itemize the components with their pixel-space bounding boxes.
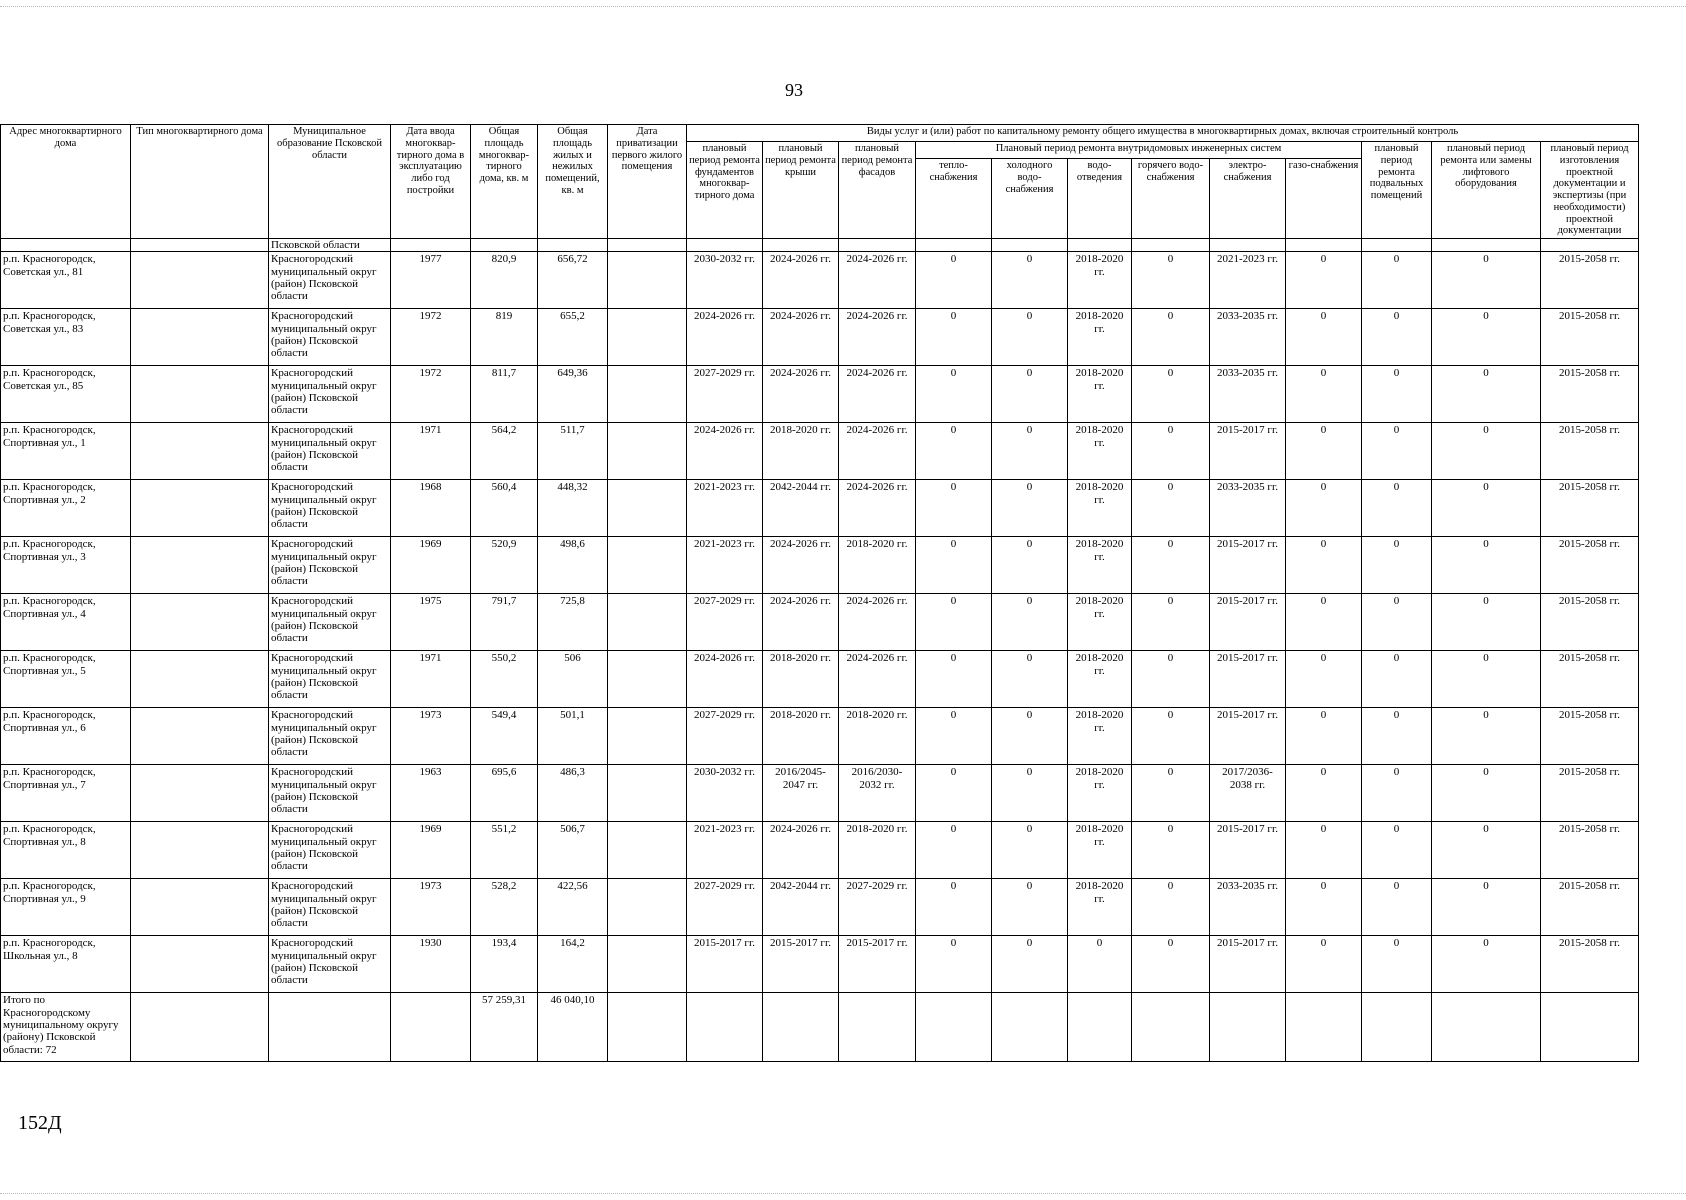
municipality-cell: Красногородский муниципальный округ (район) Псковской области — [269, 423, 391, 480]
elevator-cell: 0 — [1432, 537, 1541, 594]
living-area-cell: 498,6 — [538, 537, 608, 594]
heat-cell: 0 — [916, 822, 992, 879]
elevator-cell: 0 — [1432, 594, 1541, 651]
year-cell: 1973 — [391, 708, 471, 765]
table-row — [1, 651, 1639, 708]
facade-cell: 2024-2026 гг. — [839, 651, 916, 708]
total-area-cell: 560,4 — [471, 480, 538, 537]
facade-cell: 2027-2029 гг. — [839, 879, 916, 936]
foundation-cell: 2027-2029 гг. — [687, 366, 763, 423]
living-area-cell: 511,7 — [538, 423, 608, 480]
foundation-cell: 2021-2023 гг. — [687, 480, 763, 537]
house-type-cell — [131, 594, 269, 651]
page-number: 93 — [785, 80, 803, 100]
basement-cell: 0 — [1362, 708, 1432, 765]
cold-water-cell: 0 — [992, 480, 1068, 537]
municipality-cell: Красногородский муниципальный округ (район) Псковской области — [269, 822, 391, 879]
header-cold-water: холодного водо-снабжения — [992, 159, 1068, 239]
header-total-area: Общая площадь многоквар-тирного дома, кв. м — [471, 125, 538, 239]
gas-cell: 0 — [1286, 651, 1362, 708]
address-cell: р.п. Красногородск, Спортивная ул., 1 — [1, 423, 131, 480]
living-area-cell: 486,3 — [538, 765, 608, 822]
year-cell: 1977 — [391, 252, 471, 309]
privatization-cell — [608, 765, 687, 822]
total-area-cell: 551,2 — [471, 822, 538, 879]
basement-cell: 0 — [1362, 879, 1432, 936]
header-facade: плановый период ремонта фасадов — [839, 142, 916, 239]
hot-water-cell: 0 — [1132, 309, 1210, 366]
year-cell: 1972 — [391, 309, 471, 366]
heat-cell: 0 — [916, 651, 992, 708]
hot-water-cell: 0 — [1132, 651, 1210, 708]
address-cell: р.п. Красногородск, Спортивная ул., 3 — [1, 537, 131, 594]
total-area-cell: 695,6 — [471, 765, 538, 822]
electric-cell: 2015-2017 гг. — [1210, 594, 1286, 651]
design-cell: 2015-2058 гг. — [1541, 594, 1639, 651]
address-cell: р.п. Красногородск, Спортивная ул., 5 — [1, 651, 131, 708]
drainage-cell: 2018-2020 гг. — [1068, 708, 1132, 765]
living-area-cell: 501,1 — [538, 708, 608, 765]
gas-cell: 0 — [1286, 708, 1362, 765]
year-cell: 1975 — [391, 594, 471, 651]
design-cell: 2015-2058 гг. — [1541, 366, 1639, 423]
privatization-cell — [608, 594, 687, 651]
address-cell: р.п. Красногородск, Спортивная ул., 9 — [1, 879, 131, 936]
elevator-cell: 0 — [1432, 708, 1541, 765]
electric-cell: 2033-2035 гг. — [1210, 366, 1286, 423]
hot-water-cell: 0 — [1132, 879, 1210, 936]
heat-cell: 0 — [916, 708, 992, 765]
address-cell: р.п. Красногородск, Спортивная ул., 2 — [1, 480, 131, 537]
table-row — [1, 879, 1639, 936]
living-area-cell: 656,72 — [538, 252, 608, 309]
roof-cell: 2015-2017 гг. — [763, 936, 839, 993]
drainage-cell: 2018-2020 гг. — [1068, 822, 1132, 879]
hot-water-cell: 0 — [1132, 252, 1210, 309]
facade-cell: 2024-2026 гг. — [839, 366, 916, 423]
electric-cell: 2033-2035 гг. — [1210, 879, 1286, 936]
header-foundation: плановый период ремонта фундаментов многоквар-тирного дома — [687, 142, 763, 239]
municipality-cell: Красногородский муниципальный округ (район) Псковской области — [269, 252, 391, 309]
living-area-cell: 655,2 — [538, 309, 608, 366]
facade-cell: 2018-2020 гг. — [839, 537, 916, 594]
cold-water-cell: 0 — [992, 765, 1068, 822]
facade-cell: 2024-2026 гг. — [839, 252, 916, 309]
privatization-cell — [608, 537, 687, 594]
address-cell: р.п. Красногородск, Советская ул., 85 — [1, 366, 131, 423]
basement-cell: 0 — [1362, 765, 1432, 822]
design-cell: 2015-2058 гг. — [1541, 822, 1639, 879]
gas-cell: 0 — [1286, 366, 1362, 423]
table-row — [1, 480, 1639, 537]
table-row — [1, 936, 1639, 993]
house-type-cell — [131, 423, 269, 480]
foundation-cell: 2027-2029 гг. — [687, 594, 763, 651]
elevator-cell: 0 — [1432, 879, 1541, 936]
roof-cell: 2016/2045-2047 гг. — [763, 765, 839, 822]
roof-cell: 2042-2044 гг. — [763, 480, 839, 537]
total-area-cell: 811,7 — [471, 366, 538, 423]
design-cell: 2015-2058 гг. — [1541, 879, 1639, 936]
address-cell: р.п. Красногородск, Школьная ул., 8 — [1, 936, 131, 993]
elevator-cell: 0 — [1432, 366, 1541, 423]
foundation-cell: 2027-2029 гг. — [687, 708, 763, 765]
privatization-cell — [608, 879, 687, 936]
hot-water-cell: 0 — [1132, 765, 1210, 822]
heat-cell: 0 — [916, 366, 992, 423]
house-type-cell — [131, 480, 269, 537]
electric-cell: 2015-2017 гг. — [1210, 936, 1286, 993]
header-house-type: Тип многоквартирного дома — [131, 125, 269, 239]
privatization-cell — [608, 423, 687, 480]
roof-cell: 2024-2026 гг. — [763, 822, 839, 879]
drainage-cell: 2018-2020 гг. — [1068, 366, 1132, 423]
hot-water-cell: 0 — [1132, 537, 1210, 594]
drainage-cell: 2018-2020 гг. — [1068, 879, 1132, 936]
total-area-cell: 819 — [471, 309, 538, 366]
electric-cell: 2033-2035 гг. — [1210, 480, 1286, 537]
living-area-cell: 448,32 — [538, 480, 608, 537]
header-municipality: Муниципальное образование Псковской области — [269, 125, 391, 239]
municipality-cell: Красногородский муниципальный округ (район) Псковской области — [269, 309, 391, 366]
header-elevator: плановый период ремонта или замены лифтового оборудования — [1432, 142, 1541, 239]
house-type-cell — [131, 366, 269, 423]
foundation-cell: 2021-2023 гг. — [687, 537, 763, 594]
address-cell: р.п. Красногородск, Спортивная ул., 4 — [1, 594, 131, 651]
municipality-cell: Красногородский муниципальный округ (район) Псковской области — [269, 537, 391, 594]
elevator-cell: 0 — [1432, 480, 1541, 537]
header-hot-water: горячего водо-снабжения — [1132, 159, 1210, 239]
header-drainage: водо-отведения — [1068, 159, 1132, 239]
cold-water-cell: 0 — [992, 537, 1068, 594]
header-roof: плановый период ремонта крыши — [763, 142, 839, 239]
privatization-cell — [608, 366, 687, 423]
hot-water-cell: 0 — [1132, 366, 1210, 423]
electric-cell: 2021-2023 гг. — [1210, 252, 1286, 309]
gas-cell: 0 — [1286, 879, 1362, 936]
facade-cell: 2016/2030-2032 гг. — [839, 765, 916, 822]
municipality-cell: Красногородский муниципальный округ (район) Псковской области — [269, 765, 391, 822]
privatization-cell — [608, 480, 687, 537]
municipality-cell: Красногородский муниципальный округ (район) Псковской области — [269, 708, 391, 765]
house-type-cell — [131, 936, 269, 993]
table-row — [1, 537, 1639, 594]
facade-cell: 2018-2020 гг. — [839, 708, 916, 765]
elevator-cell: 0 — [1432, 936, 1541, 993]
heat-cell: 0 — [916, 765, 992, 822]
gas-cell: 0 — [1286, 765, 1362, 822]
hot-water-cell: 0 — [1132, 822, 1210, 879]
facade-cell: 2024-2026 гг. — [839, 423, 916, 480]
hot-water-cell: 0 — [1132, 480, 1210, 537]
elevator-cell: 0 — [1432, 822, 1541, 879]
electric-cell: 2015-2017 гг. — [1210, 822, 1286, 879]
drainage-cell: 2018-2020 гг. — [1068, 423, 1132, 480]
privatization-cell — [608, 822, 687, 879]
address-cell: р.п. Красногородск, Спортивная ул., 8 — [1, 822, 131, 879]
privatization-cell — [608, 708, 687, 765]
header-privatization-date: Дата приватизации первого жилого помещения — [608, 125, 687, 239]
basement-cell: 0 — [1362, 822, 1432, 879]
basement-cell: 0 — [1362, 651, 1432, 708]
facade-cell: 2024-2026 гг. — [839, 480, 916, 537]
municipality-cell: Красногородский муниципальный округ (район) Псковской области — [269, 651, 391, 708]
table-row — [1, 822, 1639, 879]
year-cell: 1971 — [391, 423, 471, 480]
heat-cell: 0 — [916, 537, 992, 594]
address-cell: р.п. Красногородск, Спортивная ул., 6 — [1, 708, 131, 765]
design-cell: 2015-2058 гг. — [1541, 480, 1639, 537]
header-address: Адрес многоквартирного дома — [1, 125, 131, 239]
facade-cell: 2024-2026 гг. — [839, 309, 916, 366]
privatization-cell — [608, 309, 687, 366]
living-area-cell: 422,56 — [538, 879, 608, 936]
hot-water-cell: 0 — [1132, 594, 1210, 651]
house-type-cell — [131, 708, 269, 765]
basement-cell: 0 — [1362, 423, 1432, 480]
cold-water-cell: 0 — [992, 423, 1068, 480]
house-type-cell — [131, 309, 269, 366]
hot-water-cell: 0 — [1132, 708, 1210, 765]
address-cell: р.п. Красногородск, Советская ул., 81 — [1, 252, 131, 309]
municipality-cell: Красногородский муниципальный округ (район) Псковской области — [269, 480, 391, 537]
house-type-cell — [131, 537, 269, 594]
table-row — [1, 309, 1639, 366]
total-area-cell: 549,4 — [471, 708, 538, 765]
total-area-cell: 550,2 — [471, 651, 538, 708]
cold-water-cell: 0 — [992, 936, 1068, 993]
privatization-cell — [608, 252, 687, 309]
living-area-cell: 649,36 — [538, 366, 608, 423]
roof-cell: 2018-2020 гг. — [763, 651, 839, 708]
total-area-cell: 528,2 — [471, 879, 538, 936]
living-area-cell: 164,2 — [538, 936, 608, 993]
privatization-cell — [608, 651, 687, 708]
municipality-cell: Красногородский муниципальный округ (район) Псковской области — [269, 366, 391, 423]
header-design: плановый период изготовления проектной документации и экспертизы (при необходимости) проектной документации — [1541, 142, 1639, 239]
privatization-cell — [608, 936, 687, 993]
living-area-cell: 506 — [538, 651, 608, 708]
house-type-cell — [131, 765, 269, 822]
footer-code: 152Д — [18, 1112, 62, 1134]
design-cell: 2015-2058 гг. — [1541, 708, 1639, 765]
municipality-cell: Красногородский муниципальный округ (район) Псковской области — [269, 594, 391, 651]
electric-cell: 2015-2017 гг. — [1210, 651, 1286, 708]
basement-cell: 0 — [1362, 480, 1432, 537]
drainage-cell: 2018-2020 гг. — [1068, 765, 1132, 822]
cold-water-cell: 0 — [992, 651, 1068, 708]
gas-cell: 0 — [1286, 309, 1362, 366]
header-engineering-group: Плановый период ремонта внутридомовых инженерных систем — [916, 142, 1362, 159]
address-cell: р.п. Красногородск, Советская ул., 83 — [1, 309, 131, 366]
total-area-cell: 520,9 — [471, 537, 538, 594]
gas-cell: 0 — [1286, 822, 1362, 879]
elevator-cell: 0 — [1432, 252, 1541, 309]
roof-cell: 2024-2026 гг. — [763, 366, 839, 423]
total-row — [1, 993, 1639, 1062]
design-cell: 2015-2058 гг. — [1541, 537, 1639, 594]
roof-cell: 2024-2026 гг. — [763, 309, 839, 366]
header-gas: газо-снабжения — [1286, 159, 1362, 239]
basement-cell: 0 — [1362, 366, 1432, 423]
heat-cell: 0 — [916, 936, 992, 993]
heat-cell: 0 — [916, 879, 992, 936]
design-cell: 2015-2058 гг. — [1541, 936, 1639, 993]
elevator-cell: 0 — [1432, 651, 1541, 708]
continuation-row — [1, 239, 1639, 252]
foundation-cell: 2024-2026 гг. — [687, 423, 763, 480]
heat-cell: 0 — [916, 309, 992, 366]
year-cell: 1968 — [391, 480, 471, 537]
basement-cell: 0 — [1362, 537, 1432, 594]
gas-cell: 0 — [1286, 537, 1362, 594]
electric-cell: 2015-2017 гг. — [1210, 708, 1286, 765]
elevator-cell: 0 — [1432, 309, 1541, 366]
roof-cell: 2024-2026 гг. — [763, 594, 839, 651]
drainage-cell: 0 — [1068, 936, 1132, 993]
foundation-cell: 2030-2032 гг. — [687, 765, 763, 822]
cold-water-cell: 0 — [992, 309, 1068, 366]
year-cell: 1969 — [391, 537, 471, 594]
total-area-cell: 57 259,31 — [471, 993, 538, 1062]
roof-cell: 2018-2020 гг. — [763, 708, 839, 765]
drainage-cell: 2018-2020 гг. — [1068, 651, 1132, 708]
living-area-cell: 725,8 — [538, 594, 608, 651]
design-cell: 2015-2058 гг. — [1541, 309, 1639, 366]
scan-edge-top — [0, 6, 1686, 7]
facade-cell: 2018-2020 гг. — [839, 822, 916, 879]
facade-cell: 2024-2026 гг. — [839, 594, 916, 651]
electric-cell: 2017/2036-2038 гг. — [1210, 765, 1286, 822]
heat-cell: 0 — [916, 423, 992, 480]
roof-cell: 2024-2026 гг. — [763, 537, 839, 594]
gas-cell: 0 — [1286, 480, 1362, 537]
header-works-group: Виды услуг и (или) работ по капитальному ремонту общего имущества в многоквартирных домах, включая строительный контроль — [687, 125, 1639, 142]
drainage-cell: 2018-2020 гг. — [1068, 594, 1132, 651]
house-type-cell — [131, 879, 269, 936]
basement-cell: 0 — [1362, 309, 1432, 366]
year-cell: 1930 — [391, 936, 471, 993]
table-row — [1, 765, 1639, 822]
roof-cell: 2024-2026 гг. — [763, 252, 839, 309]
drainage-cell: 2018-2020 гг. — [1068, 309, 1132, 366]
drainage-cell: 2018-2020 гг. — [1068, 480, 1132, 537]
total-label-cell: Итого по Красногородскому муниципальному округу (району) Псковской области: 72 — [1, 993, 131, 1062]
elevator-cell: 0 — [1432, 765, 1541, 822]
heat-cell: 0 — [916, 480, 992, 537]
table-row — [1, 423, 1639, 480]
table-row — [1, 366, 1639, 423]
total-living-area-cell: 46 040,10 — [538, 993, 608, 1062]
design-cell: 2015-2058 гг. — [1541, 423, 1639, 480]
table-row — [1, 708, 1639, 765]
foundation-cell: 2027-2029 гг. — [687, 879, 763, 936]
basement-cell: 0 — [1362, 936, 1432, 993]
year-cell: 1969 — [391, 822, 471, 879]
house-type-cell — [131, 651, 269, 708]
capital-repair-table — [0, 124, 1639, 1062]
header-heat: тепло-снабжения — [916, 159, 992, 239]
header-row-1 — [1, 125, 1639, 142]
table-row — [1, 252, 1639, 309]
total-area-cell: 564,2 — [471, 423, 538, 480]
drainage-cell: 2018-2020 гг. — [1068, 252, 1132, 309]
house-type-cell — [131, 252, 269, 309]
design-cell: 2015-2058 гг. — [1541, 765, 1639, 822]
municipality-cell: Красногородский муниципальный округ (район) Псковской области — [269, 879, 391, 936]
foundation-cell: 2030-2032 гг. — [687, 252, 763, 309]
heat-cell: 0 — [916, 252, 992, 309]
hot-water-cell: 0 — [1132, 423, 1210, 480]
table-body — [1, 239, 1639, 993]
house-type-cell — [131, 822, 269, 879]
basement-cell: 0 — [1362, 252, 1432, 309]
cold-water-cell: 0 — [992, 594, 1068, 651]
foundation-cell: 2015-2017 гг. — [687, 936, 763, 993]
total-area-cell: 193,4 — [471, 936, 538, 993]
cold-water-cell: 0 — [992, 252, 1068, 309]
living-area-cell: 506,7 — [538, 822, 608, 879]
design-cell: 2015-2058 гг. — [1541, 651, 1639, 708]
roof-cell: 2018-2020 гг. — [763, 423, 839, 480]
table-row — [1, 594, 1639, 651]
cold-water-cell: 0 — [992, 366, 1068, 423]
cold-water-cell: 0 — [992, 879, 1068, 936]
gas-cell: 0 — [1286, 423, 1362, 480]
basement-cell: 0 — [1362, 594, 1432, 651]
header-commission-date: Дата ввода многоквар-тирного дома в эксплуатацию либо год постройки — [391, 125, 471, 239]
design-cell: 2015-2058 гг. — [1541, 252, 1639, 309]
scan-edge-bottom — [0, 1193, 1686, 1194]
continued-municipality-cell: Псковской области — [269, 239, 391, 252]
header-living-area: Общая площадь жилых и нежилых помещений, кв. м — [538, 125, 608, 239]
header-electric: электро-снабжения — [1210, 159, 1286, 239]
heat-cell: 0 — [916, 594, 992, 651]
roof-cell: 2042-2044 гг. — [763, 879, 839, 936]
year-cell: 1963 — [391, 765, 471, 822]
municipality-cell: Красногородский муниципальный округ (район) Псковской области — [269, 936, 391, 993]
foundation-cell: 2021-2023 гг. — [687, 822, 763, 879]
header-basement: плановый период ремонта подвальных помещений — [1362, 142, 1432, 239]
gas-cell: 0 — [1286, 936, 1362, 993]
cold-water-cell: 0 — [992, 708, 1068, 765]
cold-water-cell: 0 — [992, 822, 1068, 879]
drainage-cell: 2018-2020 гг. — [1068, 537, 1132, 594]
electric-cell: 2015-2017 гг. — [1210, 537, 1286, 594]
elevator-cell: 0 — [1432, 423, 1541, 480]
electric-cell: 2015-2017 гг. — [1210, 423, 1286, 480]
gas-cell: 0 — [1286, 252, 1362, 309]
total-area-cell: 820,9 — [471, 252, 538, 309]
address-cell: р.п. Красногородск, Спортивная ул., 7 — [1, 765, 131, 822]
foundation-cell: 2024-2026 гг. — [687, 651, 763, 708]
year-cell: 1971 — [391, 651, 471, 708]
foundation-cell: 2024-2026 гг. — [687, 309, 763, 366]
total-area-cell: 791,7 — [471, 594, 538, 651]
facade-cell: 2015-2017 гг. — [839, 936, 916, 993]
year-cell: 1973 — [391, 879, 471, 936]
gas-cell: 0 — [1286, 594, 1362, 651]
year-cell: 1972 — [391, 366, 471, 423]
electric-cell: 2033-2035 гг. — [1210, 309, 1286, 366]
hot-water-cell: 0 — [1132, 936, 1210, 993]
